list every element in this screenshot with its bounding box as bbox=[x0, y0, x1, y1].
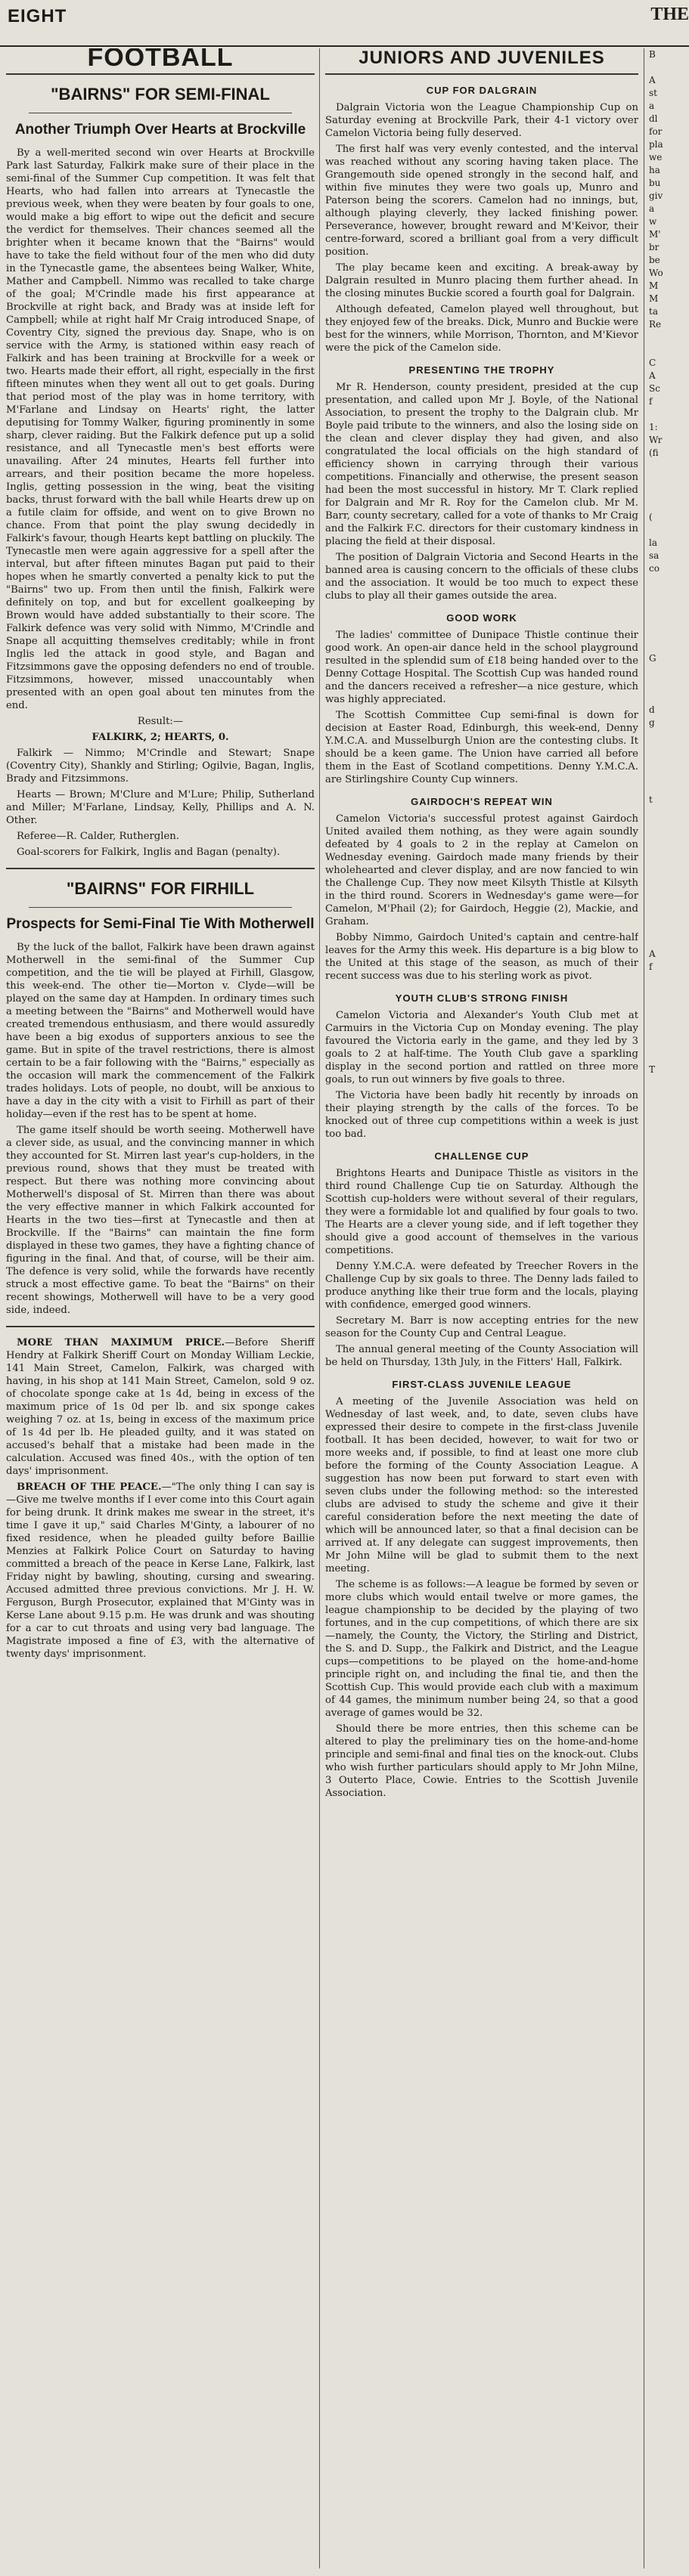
fragment-line bbox=[649, 1231, 689, 1243]
article-paragraph: Secretary M. Barr is now accepting entries for the new season for the County Cup and Central League. bbox=[325, 1315, 638, 1339]
article-paragraph: Camelon Victoria's successful protest against Gairdoch United availed them nothing, as they were again soundly defeated by 4 goals to 2 in the replay at Camelon on Wednesday evening. Gairdoch made many friends by their wholehearted and clever display, and are now fancied to win the Challenge Cup. They now meet Kilsyth Thistle at Kilsyth in the third round. Scorers in Wednesday's game were—for Camelon, M'Phail (2); for Gairdoch, Heggie (2), Mackie, and Graham. bbox=[325, 813, 638, 927]
fragment-line bbox=[649, 1243, 689, 1256]
story-headline: CUP FOR DALGRAIN bbox=[426, 85, 538, 96]
fragment-line: pla bbox=[649, 139, 663, 150]
fragment-line bbox=[649, 845, 689, 858]
fragment-line bbox=[649, 1552, 689, 1565]
fragment-line bbox=[649, 1770, 689, 1783]
item-text: —"The only thing I can say is—Give me twelve months if I ever come into this Court again for being drunk. It drink makes me swear in the street, it's time I gave it up," said Charles M'Ginty, a labourer of no fixed residence, when he pleaded guilty before Baillie Menzies at Falkirk Police Court on Saturday to having committed a breach of the peace in Kerse Lane, Falkirk, last Friday night by bawling, shouting, cursing and swearing. Accused admitted three previous convictions. Mr J. H. W. Ferguson, Burgh Prosecutor, explained that M'Ginty was in Kerse Lane about 9.15 p.m. He was drunk and was shouting for a car to cut throats and using very bad language. The Magistrate imposed a fine of £3, with the alternative of twenty days' imprisonment. bbox=[6, 1482, 315, 1660]
fragment-line bbox=[649, 1462, 689, 1475]
page-number: EIGHT bbox=[8, 6, 67, 26]
fragment-line bbox=[649, 1834, 689, 1847]
fragment-line: g bbox=[649, 717, 655, 728]
article-paragraph: Mr R. Henderson, county president, presided at the cup presentation, and called upon Mr J. Boyle, of the National Association, to present the trophy to the Dalgrain club. Mr Boyle paid tribute to the winners, and also the losing side on the clean and clever display they had given, and also congratulated the local officials on the high standard of efficiency shown in carrying through their various competitions. Financially and otherwise, the present season had been the most successful in history. Mr T. Clark replied for Dalgrain and Mr R. Roy for the Camelon club. Mr M. Barr, county secretary, called for a vote of thanks to Mr Craig and the Falkirk F.C. directors for their customary kindness in placing the field at their disposal. bbox=[325, 382, 638, 547]
fragment-line bbox=[649, 575, 689, 588]
article-paragraph: Brightons Hearts and Dunipace Thistle as visitors in the third round Challenge Cup tie on Saturday. Although the Scottish cup-holders were without several of their regulars, they were a formidable lot and qualified by four goals to two. The Hearts are a clever young side, and if left together they should give a good account of themselves in the various competitions. bbox=[325, 1168, 638, 1256]
fragment-line bbox=[649, 2271, 689, 2284]
fragment-line: M' bbox=[649, 229, 661, 240]
fragment-line bbox=[649, 1847, 689, 1860]
fragment-line bbox=[649, 1038, 689, 1051]
fragment-line: ta bbox=[649, 306, 658, 317]
fragment-line: (fi bbox=[649, 447, 659, 458]
fragment-line: ha bbox=[649, 165, 660, 175]
fragment-line bbox=[649, 1937, 689, 1950]
fragment-line bbox=[649, 1192, 689, 1205]
fragment-line bbox=[649, 1153, 689, 1166]
fragment-line: B bbox=[649, 49, 656, 60]
fragment-line bbox=[649, 1333, 689, 1346]
fragment-line bbox=[649, 1321, 689, 1333]
item-text: Before Sheriff Hendry at Falkirk Sheriff Court on Monday William Leckie, 141 Main Street, Camelon, Falkirk, was charged with having, in his shop at 141 Main Street, Camelon, sold 9 oz. of chocolate sponge cake at 1s 4d, being in excess of the maximum price of 1s 0d per lb. and six sponge cakes weighing 7 oz. at 1s, being in excess of the maximum price of 1s 4d per lb. He pleaded guilty, and it was stated on accused's behalf that a mistake had been made in the calculation. Accused was fined 40s., with the option of ten days' imprisonment. bbox=[6, 1337, 315, 1477]
fragment-line bbox=[649, 909, 689, 922]
rule bbox=[29, 907, 292, 908]
fragment-line bbox=[649, 2528, 689, 2541]
fragment-line bbox=[649, 1128, 689, 1141]
fragment-line bbox=[649, 858, 689, 871]
fragment-line bbox=[649, 742, 689, 755]
fragment-line bbox=[649, 1051, 689, 1064]
fragment-line bbox=[649, 1950, 689, 1963]
fragment-line bbox=[649, 935, 689, 948]
fragment-line bbox=[649, 1141, 689, 1153]
fragment-line bbox=[649, 2246, 689, 2259]
referee-line: Referee—R. Calder, Rutherglen. bbox=[17, 831, 179, 842]
fragment-line bbox=[649, 999, 689, 1012]
fragment-line bbox=[649, 2503, 689, 2516]
fragment-line: ( bbox=[649, 512, 653, 522]
fragment-line: Wo bbox=[649, 268, 663, 278]
rule bbox=[325, 73, 638, 75]
article-paragraph: The play became keen and exciting. A break-away by Dalgrain resulted in Munro placing them further ahead. In the closing minutes Buckie scored a fourth goal for Dalgrain. bbox=[325, 262, 638, 299]
article-paragraph: Bobby Nimmo, Gairdoch United's captain and centre-half leaves for the Army this week. His departure is a big blow to the United at this stage of the season, as much of their recent success was due to his sterling work as pivot. bbox=[325, 932, 638, 982]
article-paragraph: The Victoria have been badly hit recently by inroads on their playing strength by the calls of the forces. To be knocked out of three cup competitions within a week is just too bad. bbox=[325, 1090, 638, 1140]
fragment-line: bu bbox=[649, 178, 661, 188]
fragment-line bbox=[649, 2348, 689, 2361]
fragment-line bbox=[649, 2207, 689, 2220]
fragment-line bbox=[649, 2233, 689, 2246]
fragment-line bbox=[649, 1282, 689, 1295]
fragment-line bbox=[649, 1860, 689, 1873]
fragment-line bbox=[649, 1565, 689, 1577]
fragment-line bbox=[649, 1590, 689, 1603]
fragment-line bbox=[649, 2477, 689, 2490]
fragment-line bbox=[649, 1757, 689, 1770]
result-heading: Result:— bbox=[137, 716, 184, 727]
fragment-line: f bbox=[649, 396, 653, 407]
rule bbox=[6, 868, 315, 869]
fragment-line bbox=[649, 2040, 689, 2053]
fragment-line: a bbox=[649, 203, 655, 214]
fragment-line bbox=[649, 1577, 689, 1590]
fragment-line bbox=[649, 2361, 689, 2374]
fragment-line bbox=[649, 2014, 689, 2027]
fragment-line bbox=[649, 1539, 689, 1552]
fragment-line bbox=[649, 678, 689, 691]
fragment-line bbox=[649, 1989, 689, 2002]
fragment-line bbox=[649, 2117, 689, 2130]
fragment-line bbox=[649, 2297, 689, 2310]
fragment-line bbox=[649, 1629, 689, 1642]
fragment-line bbox=[649, 819, 689, 832]
fragment-line bbox=[649, 665, 689, 678]
fragment-line bbox=[649, 1796, 689, 1809]
fragment-line bbox=[649, 2002, 689, 2014]
fragment-line bbox=[649, 1385, 689, 1398]
fragment-line bbox=[649, 61, 689, 74]
fragment-line bbox=[649, 1912, 689, 1924]
fragment-line bbox=[649, 1680, 689, 1693]
fragment-line: br bbox=[649, 242, 660, 252]
story-headline: YOUTH CLUB'S STRONG FINISH bbox=[395, 992, 569, 1004]
fragment-line bbox=[649, 2220, 689, 2233]
fragment-line bbox=[649, 2079, 689, 2091]
section-title: JUNIORS AND JUVENILES bbox=[358, 48, 605, 68]
team-line: Hearts — Brown; M'Clure and M'Lure; Philip, Sutherland and Miller; M'Farlane, Lindsay, Kelly, Phillips and A. N. Other. bbox=[6, 789, 315, 826]
fragment-line bbox=[649, 2181, 689, 2194]
fragment-line bbox=[649, 1924, 689, 1937]
fragment-line bbox=[649, 1873, 689, 1886]
fragment-line bbox=[649, 974, 689, 986]
fragment-line bbox=[649, 1732, 689, 1745]
article-paragraph: By the luck of the ballot, Falkirk have been drawn against Motherwell in the semi-final of the Summer Cup competition, and the tie will be played at Firhill, Glasgow, this week-end. The other tie—Morton v. Clyde—will be played on the same day at Hampden. In ordinary times such a meeting between the "Bairns" and Motherwell would have created tremendous enthusiasm, and there would assuredly have been a big exodus of supporters anxious to see the game. But in spite of the travel restrictions, there is almost certain to be a fair following with the "Bairns," especially as the occasion will mark the commencement of the Falkirk trades holidays. Lots of people, no doubt, will be anxious to have a day in the city with a visit to Firhill as part of their holiday—even if the rest has to be spent at home. bbox=[6, 942, 315, 1120]
page-header bbox=[0, 0, 689, 47]
fragment-line bbox=[649, 1963, 689, 1976]
fragment-line bbox=[649, 2027, 689, 2040]
fragment-line bbox=[649, 2374, 689, 2387]
fragment-line bbox=[649, 2053, 689, 2066]
fragment-line: t bbox=[649, 794, 653, 805]
fragment-line bbox=[649, 807, 689, 819]
fragment-line bbox=[649, 2387, 689, 2400]
fragment-line bbox=[649, 2516, 689, 2528]
fragment-line bbox=[649, 2194, 689, 2207]
fragment-line: Re bbox=[649, 319, 662, 330]
fragment-line bbox=[649, 922, 689, 935]
fragment-line bbox=[649, 2426, 689, 2438]
fragment-line bbox=[649, 472, 689, 485]
fragment-line bbox=[649, 614, 689, 627]
fragment-line: d bbox=[649, 704, 655, 715]
fragment-line bbox=[649, 1886, 689, 1899]
fragment-line bbox=[649, 1500, 689, 1513]
fragment-line bbox=[649, 1410, 689, 1423]
fragment-line bbox=[649, 1025, 689, 1038]
article-paragraph: The Scottish Committee Cup semi-final is down for decision at Easter Road, Edinburgh, this week-end, Denny Y.M.C.A. and Musselburgh Union are the contesting clubs. It should be a keen game. The Union have carried all before them in the East of Scotland competitions. Denny Y.M.C.A. are Stirlingshire County Cup winners. bbox=[325, 710, 638, 785]
fragment-line bbox=[649, 1603, 689, 1616]
fragment-line bbox=[649, 2400, 689, 2413]
fragment-line: C bbox=[649, 358, 656, 368]
fragment-line bbox=[649, 1693, 689, 1706]
fragment-line: we bbox=[649, 152, 663, 163]
fragment-line bbox=[649, 2413, 689, 2426]
article-paragraph: Camelon Victoria and Alexander's Youth Club met at Carmuirs in the Victoria Cup on Monday evening. The play favoured the Victoria early in the game, and they led by 3 goals to 2 at half-time. The Youth Club gave a sparkling display in the second portion and rattled on three more goals, to run out winners by five goals to three. bbox=[325, 1010, 638, 1085]
fragment-line bbox=[649, 2451, 689, 2464]
fragment-line bbox=[649, 1205, 689, 1218]
team-line: Falkirk — Nimmo; M'Crindle and Stewart; Snape (Coventry City), Shankly and Stirling; Ogilvie, Bagan, Inglis, Brady and Fitzsimmons. bbox=[6, 748, 315, 785]
fragment-line: Sc bbox=[649, 383, 660, 394]
adjacent-column-fragment bbox=[649, 48, 689, 2568]
fragment-line bbox=[649, 331, 689, 344]
story-headline: CHALLENGE CUP bbox=[434, 1150, 529, 1162]
fragment-line: a bbox=[649, 101, 655, 111]
fragment-line bbox=[649, 1745, 689, 1757]
fragment-line bbox=[649, 1308, 689, 1321]
article-paragraph: Although defeated, Camelon played well throughout, but they enjoyed few of the breaks. Dick, Munro and Buckie were best for the winners, while Morrison, Thornton, and M'Kievor were the pick of the Camelon side. bbox=[325, 304, 638, 354]
article-paragraph: The first half was very evenly contested, and the interval was reached without any scoring having taken place. The Grangemouth side opened strongly in the second half, and within five minutes they were two goals up, Munro and Paterson being the scorers. Camelon had no innings, but, although playing cleverly, they lacked finishing power. Perseverance, however, brought reward and M'Keivor, their centre-forward, scored a brilliant goal from a very difficult position. bbox=[325, 144, 638, 258]
fragment-line: be bbox=[649, 255, 660, 265]
fragment-line bbox=[649, 2284, 689, 2297]
fragment-line bbox=[649, 627, 689, 639]
fragment-line bbox=[649, 1488, 689, 1500]
fragment-line bbox=[649, 1667, 689, 1680]
fragment-line bbox=[649, 1295, 689, 1308]
fragment-line bbox=[649, 896, 689, 909]
fragment-line bbox=[649, 1616, 689, 1629]
fragment-line: G bbox=[649, 653, 656, 664]
fragment-line: sa bbox=[649, 550, 660, 561]
fragment-line: for bbox=[649, 126, 663, 137]
fragment-line bbox=[649, 691, 689, 704]
fragment-line bbox=[649, 1899, 689, 1912]
right-column bbox=[325, 48, 638, 2568]
rule bbox=[6, 1326, 315, 1327]
fragment-line bbox=[649, 2091, 689, 2104]
article-paragraph: The position of Dalgrain Victoria and Second Hearts in the banned area is causing concern to the officials of these clubs and the association. It would be too much to expect these clubs to play all their games outside the area. bbox=[325, 552, 638, 602]
fragment-line bbox=[649, 1269, 689, 1282]
fragment-line bbox=[649, 1359, 689, 1372]
fragment-line: giv bbox=[649, 190, 663, 201]
fragment-line bbox=[649, 729, 689, 742]
result-line: FALKIRK, 2; HEARTS, 0. bbox=[92, 732, 229, 743]
fragment-line bbox=[649, 1372, 689, 1385]
fragment-line bbox=[649, 2310, 689, 2323]
fragment-line bbox=[649, 1526, 689, 1539]
fragment-line: M bbox=[649, 293, 659, 304]
fragment-line bbox=[649, 1089, 689, 1102]
fragment-line: co bbox=[649, 563, 660, 574]
fragment-line bbox=[649, 1655, 689, 1667]
fragment-line: A bbox=[649, 75, 656, 85]
fragment-line bbox=[649, 498, 689, 511]
fragment-line: w bbox=[649, 216, 657, 227]
headline: "BAIRNS" FOR SEMI-FINAL bbox=[51, 85, 270, 104]
section-title: FOOTBALL bbox=[87, 48, 234, 72]
fragment-line bbox=[649, 1449, 689, 1462]
fragment-line bbox=[649, 1179, 689, 1192]
story-headline: GAIRDOCH'S REPEAT WIN bbox=[411, 796, 553, 807]
item-headline: BREACH OF THE PEACE. bbox=[17, 1482, 162, 1493]
fragment-line: la bbox=[649, 537, 657, 548]
story-headline: FIRST-CLASS JUVENILE LEAGUE bbox=[392, 1379, 572, 1390]
fragment-line bbox=[649, 2438, 689, 2451]
fragment-line bbox=[649, 408, 689, 421]
left-column: FOOTBALL "BAIRNS" FOR SEMI-FINAL Another Triumph Over Hearts at Brockville By a well-merited second win over Hearts at Brockville Park last Saturday, Falkirk make sure of their place in the semi-final of the Summer Cup competition. It was felt that Hearts, who had fallen into arrears at Tynecastle the previous week, when they were beaten by four goals to one, would make a big effort to wipe out the deficit and secure the verdict for themselves. Their chances seemed all the brighter when it became known that the "Bairns" would have to take the field without four of the men who did duty in the Tynecastle game, the absentees being Walker, White, Mather and Campbell. Nimmo was recalled to take charge of the goal; M'Crindle made his first appearance at Brockville at right back, and Brady was at inside left for Campbell; while at right half Mr Craig introduced Snape, of Coventry City, signed the previous day. Snape, who is on service with the Army, is stationed within easy reach of Falkirk and has been training at Brockville for a week or two. Hearts made their effort, all right, especially in the first fifteen minutes when they went all out to get goals. During that period most of the play was in home territory, with M'Farlane and Lindsay on Hearts' right, the latter deputising for Tommy Walker, figuring prominently in some sharp, clever raiding. But the Falkirk defence put up a solid resistance, and all Tynecastle men's best efforts were unavailing. After 24 minutes, Hearts fell further into arrears, and their position became the more hopeless. Inglis, getting possession in the wing, beat the visiting backs, thrust forward with the ball while Hearts drew up on a futile claim for offside, and went on to give Brown no chance. From that point the play swung decidedly in Falkirk's favour, though Hearts kept battling on pluckily. The Tynecastle men were again aggressive for a spell after the interval, but after fifteen minutes Bagan put paid to their hopes when he smartly converted a penalty kick to put the "Bairns" two up. From then until the finish, Falkirk were definitely on top, and but for excellent goalkeeping by Brown would have added substantially to their score. The Falkirk defence was very solid with Nimmo, M'Crindle and Snape all acquitting themselves creditably; while in front Inglis led the attack in good style, and Bagan and Fitzsimmons gave the opposing defenders no end of trouble. Fitzsimmons, however, missed unaccountably when presented with an open goal about ten minutes from the end. Result:— FALKIRK, 2; HEARTS, 0. Falkirk — Nimmo; M'Crindle and Stewart; Snape (Coventry City), Shankly and Stirling; Ogilvie, Bagan, Inglis, Brady and Fitzsimmons. Hearts — Brown; M'Clure and M'Lure; Philip, Sutherland and Miller; M'Farlane, Lindsay, Kelly, Phillips and A. N. Other. Referee—R. Calder, Rutherglen. Goal-scorers for Falkirk, Inglis and Bagan (penalty). "BAIRNS" FOR FIRHILL Prospects for Semi-Final Tie With Motherwell By the luck of the ballot, Falkirk have been drawn against Motherwell in the semi-final of the Summer Cup competition, and the tie will be played at Firhill, Glasgow, this week-end. The other tie—Morton v. Clyde—will be played on the same day at Hampden. In ordinary times such a meeting between the "Bairns" and Motherwell would have created tremendous enthusiasm, and there would assuredly have been a big exodus of supporters anxious to see the game. But in spite of the travel restrictions, there is almost certain to be a fair following with the "Bairns," especially as the occasion will mark the commencement of the Falkirk trades holidays. Lots of people, no doubt, will be anxious to have a day in the city with a visit to Firhill as part of their holiday—even if the rest has to be spent at home. The game itself should be worth seeing. Motherwell have a clever side, as usual, and the convincing manner in which they accounted for St. Mirren last year's cup-holders, in the previous round, shows that they must be treated with respect. But there was nothing more convincing about Motherwell's disposal of St. Mirren than there was about the very effective manner in which Falkirk accounted for Hearts in the two ties—first at Tynecastle and then at Brockville. If the "Bairns" can maintain the fine form displayed in these two games, they have a fighting chance of figuring in the final. And that, of course, will be their aim. The defence is very solid, while the forwards have recently struck a most effective game. To beat the "Bairns" on their recent showings, Motherwell will have to be a very good side, indeed. MORE THAN MAXIMUM PRICE.—Before Sheriff Hendry at Falkirk Sheriff Court on Monday William Leckie, 141 Main Street, Camelon, Falkirk, was charged with having, in his shop at 141 Main Street, Camelon, sold 9 oz. of chocolate sponge cake at 1s 4d, being in excess of the maximum price of 1s 0d per lb. and six sponge cakes weighing 7 oz. at 1s, being in excess of the maximum price of 1s 4d per lb. He pleaded guilty, and it was stated on accused's behalf that a mistake had been made in the calculation. Accused was fined 40s., with the option of ten days' imprisonment. BREACH OF THE PEACE.—"The only thing I can say is—Give me twelve months if I ever come into this Court again for being drunk. It drink makes me swear in the street, it's time I gave it up," said Charles M'Ginty, a labourer of no fixed residence, when he pleaded guilty before Baillie Menzies at Falkirk Police Court on Saturday to having committed a breach of the peace in Kerse Lane, Falkirk, last Friday night by bawling, shouting, cursing and swearing. Accused admitted three previous convictions. Mr J. H. W. Ferguson, Burgh Prosecutor, explained that M'Ginty was in Kerse Lane about 9.15 p.m. He was drunk and was shouting for a car to cut throats and using very bad language. The Magistrate imposed a fine of £3, with the alternative of twenty days' imprisonment. bbox=[6, 48, 315, 1660]
fragment-line bbox=[649, 2323, 689, 2336]
article-paragraph: By a well-merited second win over Hearts at Brockville Park last Saturday, Falkirk make sure of their place in the semi-final of the Summer Cup competition. It was felt that Hearts, who had fallen into arrears at Tynecastle the previous week, when they were beaten by four goals to one, would make a big effort to wipe out the deficit and secure the verdict for themselves. Their chances seemed all the brighter when it became known that the "Bairns" would have to take the field without four of the men who did duty in the Tynecastle game, the absentees being Walker, White, Mather and Campbell. Nimmo was recalled to take charge of the goal; M'Crindle made his first appearance at Brockville at right back, and Brady was at inside left for Campbell; while at right half Mr Craig introduced Snape, of Coventry City, signed the previous day. Snape, who is on service with the Army, is stationed within easy reach of Falkirk and has been training at Brockville for a week or two. Hearts made their effort, all right, especially in the first fifteen minutes when they went all out to get goals. During that period most of the play was in home territory, with M'Farlane and Lindsay on Hearts' right, the latter deputising for Tommy Walker, figuring prominently in some sharp, clever raiding. But the Falkirk defence put up a solid resistance, and all Tynecastle men's best efforts were unavailing. After 24 minutes, Hearts fell further into arrears, and their position became the more hopeless. Inglis, getting possession in the wing, beat the visiting backs, thrust forward with the ball while Hearts drew up on a futile claim for offside, and went on to give Brown no chance. From that point the play swung decidedly in Falkirk's favour, though Hearts kept battling on pluckily. The Tynecastle men were again aggressive for a spell after the interval, but after fifteen minutes Bagan put paid to their hopes when he smartly converted a penalty kick to put the "Bairns" two up. From then until the finish, Falkirk were definitely on top, and but for excellent goalkeeping by Brown would have added substantially to their score. The Falkirk defence was very solid with Nimmo, M'Crindle and Snape all acquitting themselves creditably; while in front Inglis led the attack in good style, and Bagan and Fitzsimmons gave the opposing defenders no end of trouble. Fitzsimmons, however, missed unaccountably when presented with an open goal about ten minutes from the end. bbox=[6, 147, 315, 711]
article-paragraph: The game itself should be worth seeing. Motherwell have a clever side, as usual, and the convincing manner in which they accounted for St. Mirren last year's cup-holders, in the previous round, shows that they must be treated with respect. But there was nothing more convincing about Motherwell's disposal of St. Mirren than there was about the very effective manner in which Falkirk accounted for Hearts in the two ties—first at Tynecastle and then at Brockville. If the "Bairns" can maintain the fine form displayed in these two games, they have a fighting chance of figuring in the final. And that, of course, will be their aim. The defence is very solid, while the forwards have recently struck a most effective game. To beat the "Bairns" on their recent showings, Motherwell will have to be a very good side, indeed. bbox=[6, 1125, 315, 1316]
fragment-line bbox=[649, 781, 689, 794]
rule bbox=[6, 73, 315, 75]
fragment-line bbox=[649, 1475, 689, 1488]
article-paragraph: Should there be more entries, then this scheme can be altered to play the preliminary ties on the home-and-home principle and semi-final and final ties on the knock-out. Clubs who wish further particulars should apply to Mr John Milne, 3 Outerto Place, Cowie. Entries to the Scottish Juvenile Association. bbox=[325, 1723, 638, 1799]
fragment-line bbox=[649, 1076, 689, 1089]
fragment-line bbox=[649, 2169, 689, 2181]
fragment-line bbox=[649, 2066, 689, 2079]
fragment-line: A bbox=[649, 370, 656, 381]
fragment-line: st bbox=[649, 88, 657, 98]
fragment-line bbox=[649, 986, 689, 999]
fragment-line bbox=[649, 2336, 689, 2348]
fragment-line bbox=[649, 1423, 689, 1436]
fragment-line: Wr bbox=[649, 435, 663, 445]
fragment-line bbox=[649, 1102, 689, 1115]
fragment-line bbox=[649, 1256, 689, 1269]
fragment-line: dl bbox=[649, 113, 658, 124]
fragment-line bbox=[649, 2490, 689, 2503]
fragment-line bbox=[649, 1642, 689, 1655]
fragment-line bbox=[649, 1115, 689, 1128]
scorers-line: Goal-scorers for Falkirk, Inglis and Bagan (penalty). bbox=[17, 847, 281, 858]
fragment-line bbox=[649, 588, 689, 601]
fragment-line bbox=[649, 2156, 689, 2169]
fragment-line bbox=[649, 2464, 689, 2477]
fragment-line bbox=[649, 832, 689, 845]
item-headline: MORE THAN MAXIMUM PRICE. bbox=[17, 1337, 225, 1348]
fragment-line bbox=[649, 884, 689, 896]
article-paragraph: Denny Y.M.C.A. were defeated by Treecher Rovers in the Challenge Cup by six goals to three. The Denny lads failed to produce anything like their true form and the locals, playing with confidence, emerged good winners. bbox=[325, 1261, 638, 1311]
fragment-line bbox=[649, 2143, 689, 2156]
article-paragraph: The annual general meeting of the County Association will be held on Thursday, 13th July, in the Fitters' Hall, Falkirk. bbox=[325, 1344, 638, 1368]
fragment-line bbox=[649, 2130, 689, 2143]
fragment-line bbox=[649, 344, 689, 357]
column-divider bbox=[319, 48, 320, 2568]
fragment-line bbox=[649, 1719, 689, 1732]
fragment-line bbox=[649, 460, 689, 472]
fragment-line bbox=[649, 485, 689, 498]
story-headline: GOOD WORK bbox=[446, 612, 517, 624]
article-paragraph: Dalgrain Victoria won the League Championship Cup on Saturday evening at Brockville Park, their 4-1 victory over Camelon Victoria being fully deserved. bbox=[325, 102, 638, 139]
fragment-line: 1: bbox=[649, 422, 658, 432]
fragment-line bbox=[649, 1976, 689, 1989]
fragment-line bbox=[649, 1346, 689, 1359]
fragment-line bbox=[649, 1783, 689, 1796]
fragment-line: f bbox=[649, 961, 653, 972]
fragment-line bbox=[649, 1809, 689, 1822]
masthead-fragment: THE bbox=[650, 5, 689, 24]
fragment-line bbox=[649, 755, 689, 768]
subheadline: Prospects for Semi-Final Tie With Motherwell bbox=[6, 916, 315, 932]
fragment-line: M bbox=[649, 280, 659, 291]
fragment-line bbox=[649, 1822, 689, 1834]
fragment-line bbox=[649, 1706, 689, 1719]
fragment-line: A bbox=[649, 949, 656, 959]
fragment-line bbox=[649, 768, 689, 781]
headline: "BAIRNS" FOR FIRHILL bbox=[66, 879, 255, 898]
fragment-line bbox=[649, 1513, 689, 1526]
fragment-line bbox=[649, 1218, 689, 1231]
fragment-line bbox=[649, 2541, 689, 2554]
fragment-line bbox=[649, 871, 689, 884]
fragment-line bbox=[649, 1166, 689, 1179]
story-headline: PRESENTING THE TROPHY bbox=[408, 364, 555, 376]
fragment-line bbox=[649, 1398, 689, 1410]
article-paragraph: The scheme is as follows:—A league be formed by seven or more clubs which would entail twelve or more games, the league championship to be decided by the playing of two fortunes, and in the cup competitions, of which there are six—namely, the County, the Victory, the Stirling and District, the S. and D. Supp., the Falkirk and District, and the League cups—competitions to be played on the home-and-home principle right on, and including the final tie, and then the Scottish Cup. This would provide each club with a maximum of 44 games, the minimum number being 24, so that a good average of games would be 32. bbox=[325, 1579, 638, 1719]
article-paragraph: A meeting of the Juvenile Association was held on Wednesday of last week, and, to date, seven clubs have expressed their desire to compete in the first-class Juvenile football. It has been decided, however, to wait for two or more weeks and, if possible, to find at least one more club before the forming of the County Association League. A suggestion has now been put forward to start even with seven clubs under the following method: so the interested clubs are advised to study the scheme and give it their careful consideration before the next meeting the date of which will be announced later, so that a final decision can be arrived at. If any delegate can suggest improvements, then Mr John Milne will be glad to submit them to the next meeting. bbox=[325, 1396, 638, 1574]
fragment-line bbox=[649, 601, 689, 614]
fragment-line bbox=[649, 1012, 689, 1025]
subheadline: Another Triumph Over Hearts at Brockville bbox=[14, 122, 306, 138]
fragment-line bbox=[649, 524, 689, 537]
article-paragraph: The ladies' committee of Dunipace Thistle continue their good work. An open-air dance held in the school playground resulted in the splendid sum of £18 being handed over to the Denny Cottage Hospital. The Scottish Cup was handed round and the dancers received a refresher—a nice gesture, which was highly appreciated. bbox=[325, 630, 638, 705]
fragment-line bbox=[649, 1436, 689, 1449]
fragment-line bbox=[649, 639, 689, 652]
fragment-line: T bbox=[649, 1064, 656, 1075]
fragment-line bbox=[649, 2259, 689, 2271]
fragment-line bbox=[649, 2104, 689, 2117]
